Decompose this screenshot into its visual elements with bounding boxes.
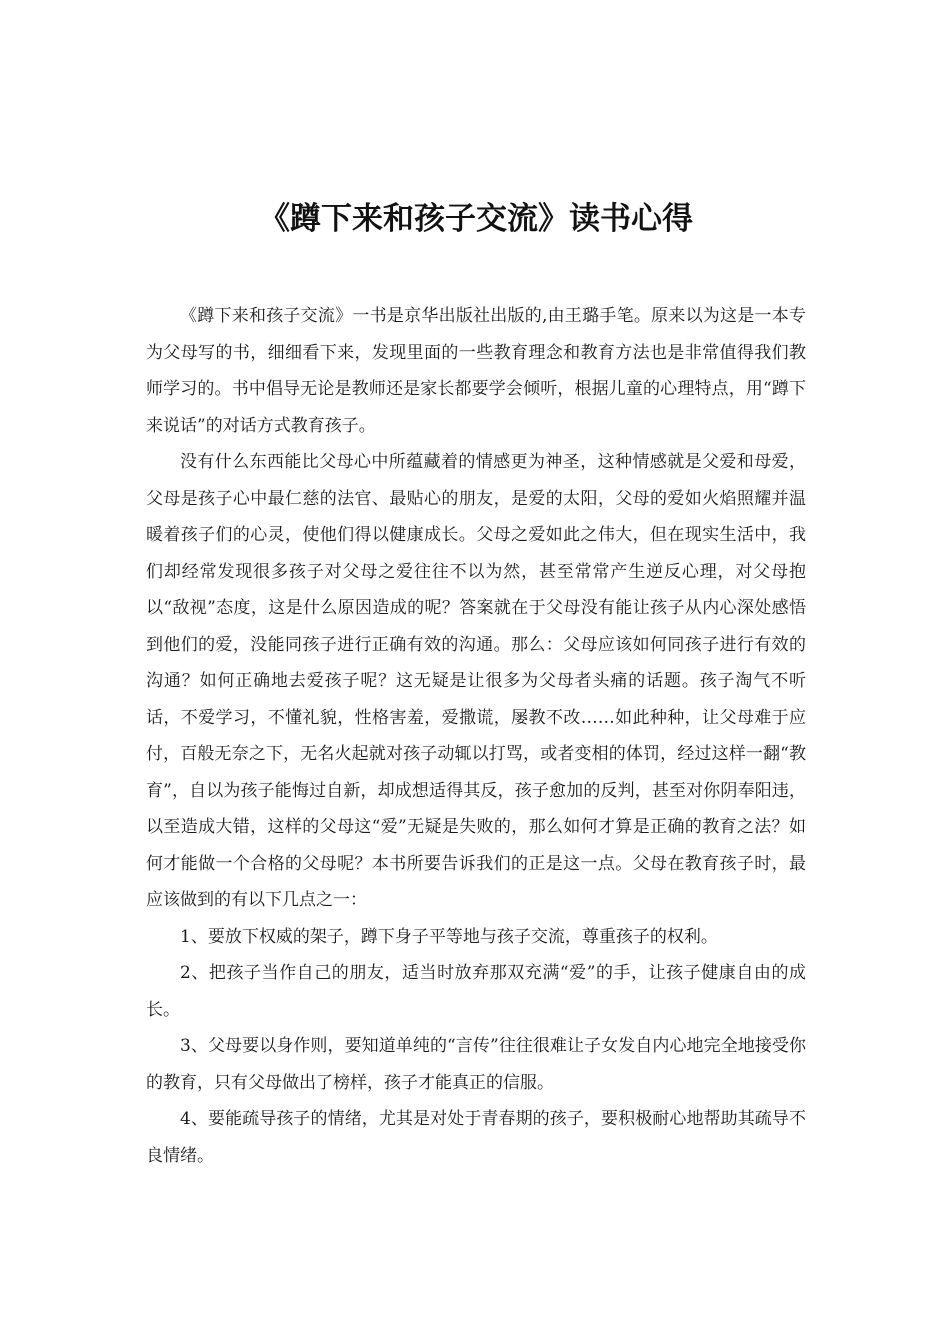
list-item-point-2: 2、把孩子当作自己的朋友，适当时放弃那双充满“爱”的手，让孩子健康自由的成长。 xyxy=(146,963,806,1020)
document-body xyxy=(146,298,806,1174)
paragraph-intro: 《蹲下来和孩子交流》一书是京华出版社出版的,由王璐手笔。原来以为这是一本专为父母写的书，细细看下来，发现里面的一些教育理念和教育方法也是非常值得我们教师学习的。书中倡导无论是教师还是家长都要学会倾听，根据儿童的心理特点，用“蹲下来说话”的对话方式教育孩子。 xyxy=(146,306,806,436)
list-item-point-3: 3、父母要以身作则，要知道单纯的“言传”往往很难让子女发自内心地完全地接受你的教育，只有父母做出了榜样，孩子才能真正的信服。 xyxy=(146,1036,806,1093)
paragraph-parental-love: 没有什么东西能比父母心中所蕴藏着的情感更为神圣，这种情感就是父爱和母爱，父母是孩子心中最仁慈的法官、最贴心的朋友，是爱的太阳，父母的爱如火焰照耀并温暖着孩子们的心灵，使他们得以健康成长。父母之爱如此之伟大，但在现实生活中，我们却经常发现很多孩子对父母之爱往往不以为然，甚至常常产生逆反心理，对父母抱以“敌视”态度，这是什么原因造成的呢？答案就在于父母没有能让孩子从内心深处感悟到他们的爱，没能同孩子进行正确有效的沟通。那么：父母应该如何同孩子进行有效的沟通？如何正确地去爱孩子呢？这无疑是让很多为父母者头痛的话题。孩子淘气不听话，不爱学习，不懂礼貌，性格害羞，爱撒谎，屡教不改……如此种种，让父母难于应付，百般无奈之下，无名火起就对孩子动辄以打骂，或者变相的体罚，经过这样一翻“教育”，自以为孩子能悔过自新，却成想适得其反，孩子愈加的反判，甚至对你阴奉阳违，以至造成大错，这样的父母这“爱”无疑是失败的，那么如何才算是正确的教育之法？如何才能做一个合格的父母呢？本书所要告诉我们的正是这一点。父母在教育孩子时，最应该做到的有以下几点之一： xyxy=(146,452,806,910)
list-item-point-1: 1、要放下权威的架子，蹲下身子平等地与孩子交流，尊重孩子的权利。 xyxy=(180,926,718,947)
list-item-point-4: 4、要能疏导孩子的情绪，尤其是对处于青春期的孩子，要积极耐心地帮助其疏导不良情绪。 xyxy=(146,1109,806,1166)
document-title: 《蹲下来和孩子交流》读书心得 xyxy=(259,201,693,237)
